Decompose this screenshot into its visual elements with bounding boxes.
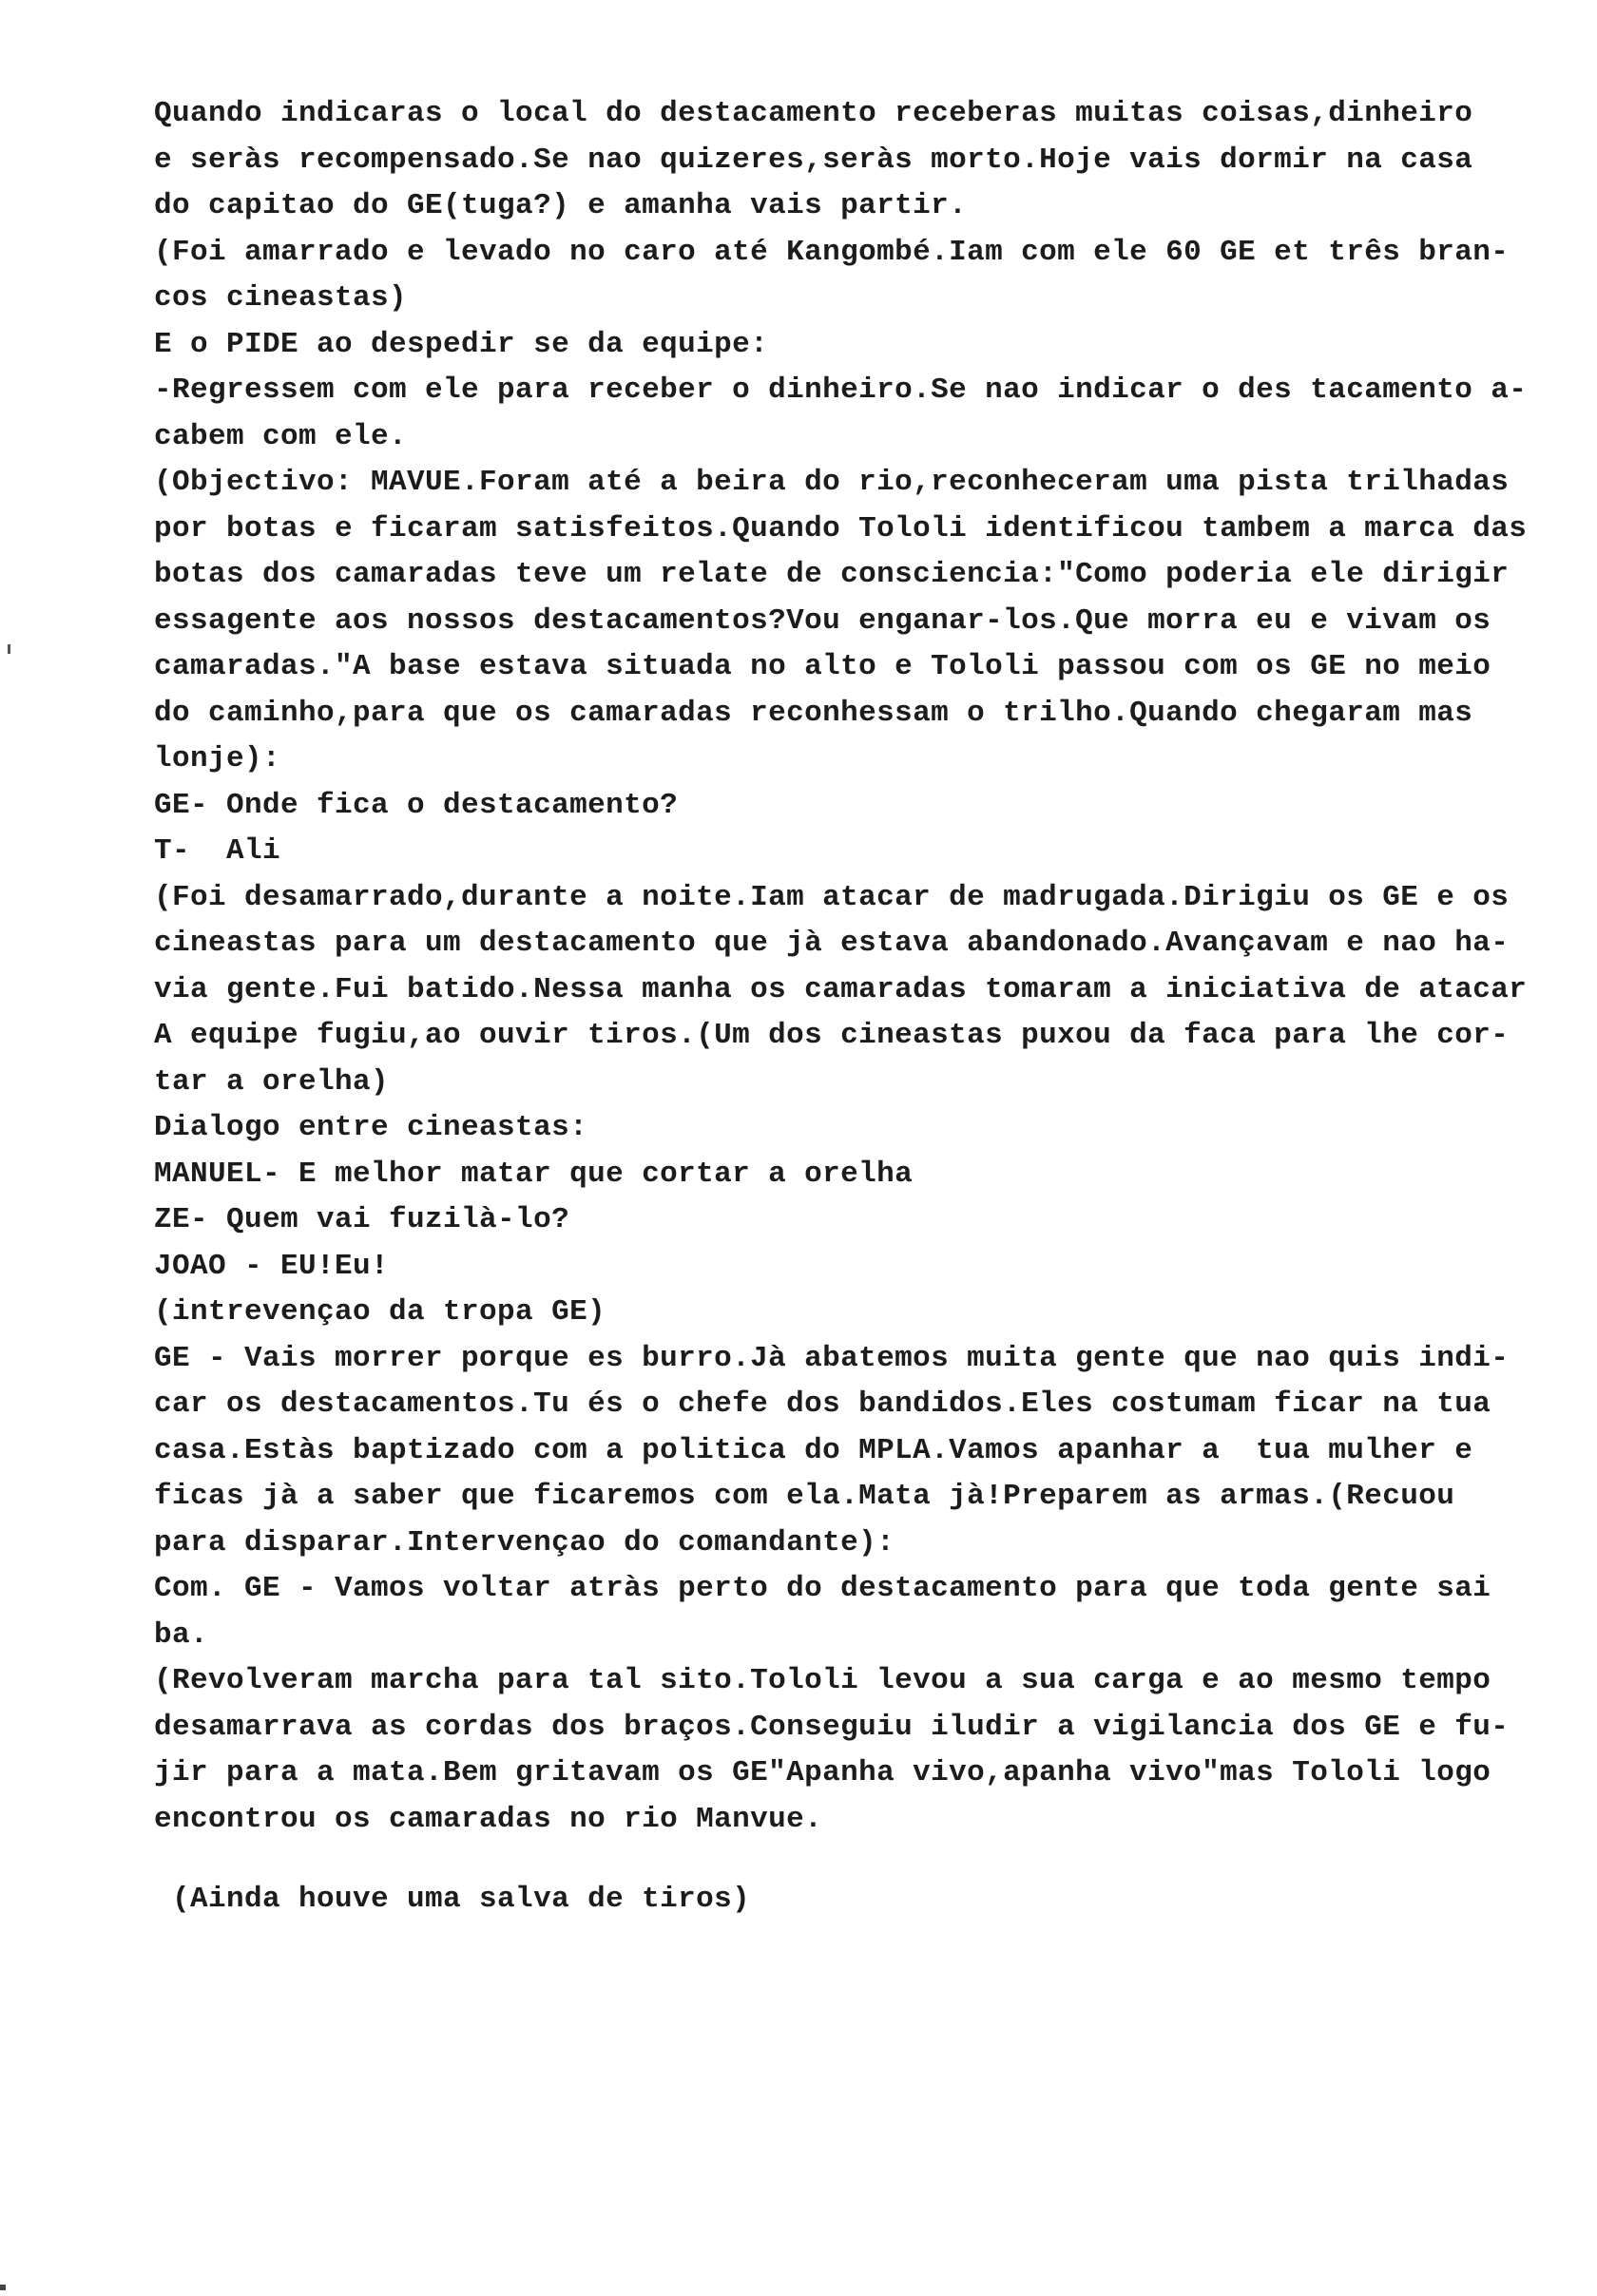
text-line: botas dos camaradas teve um relate de consciencia:"Como poderia ele dirigir (154, 558, 1510, 591)
text-line: MANUEL- E melhor matar que cortar a orelha (154, 1157, 914, 1191)
text-line (154, 1843, 1570, 1877)
text-line: ZE- Quem vai fuzilà-lo? (154, 1203, 570, 1236)
text-line: encontrou os camaradas no rio Manvue. (154, 1802, 823, 1836)
text-line: cineastas para um destacamento que jà estava abandonado.Avançavam e nao ha- (154, 927, 1510, 960)
text-line: Quando indicaras o local do destacamento receberas muitas coisas,dinheiro (154, 97, 1473, 130)
text-line: (Foi desamarrado,durante a noite.Iam atacar de madrugada.Dirigiu os GE e os (154, 880, 1510, 914)
text-line: camaradas."A base estava situada no alto e Tololi passou com os GE no meio (154, 650, 1491, 683)
text-line: A equipe fugiu,ao ouvir tiros.(Um dos cineastas puxou da faca para lhe cor- (154, 1019, 1510, 1052)
text-line: via gente.Fui batido.Nessa manha os camaradas tomaram a iniciativa de atacar (154, 972, 1528, 1006)
text-line: (Objectivo: MAVUE.Foram até a beira do rio,reconheceram uma pista trilhadas (154, 466, 1510, 499)
text-line: T- Ali (154, 834, 281, 868)
text-line: ba. (154, 1617, 209, 1652)
text-line: (Foi amarrado e levado no caro até Kangombé.Iam com ele 60 GE et três bran- (154, 235, 1510, 269)
text-line: do capitao do GE(tuga?) e amanha vais partir. (154, 189, 968, 222)
corner-speck (0, 2285, 6, 2290)
text-line: E o PIDE ao despedir se da equipe: (154, 327, 769, 361)
text-line: tar a orelha) (154, 1064, 390, 1099)
text-line: essagente aos nossos destacamentos?Vou enganar-los.Que morra eu e vivam os (154, 603, 1491, 638)
text-line: GE- Onde fica o destacamento? (154, 788, 679, 822)
text-line: Dialogo entre cineastas: (154, 1111, 588, 1144)
text-line: ficas jà a saber que ficaremos com ela.Mata jà!Preparem as armas.(Recuou (154, 1480, 1455, 1513)
text-line: (Revolveram marcha para tal sito.Tololi levou a sua carga e ao mesmo tempo (154, 1664, 1491, 1697)
text-line: GE - Vais morrer porque es burro.Jà abatemos muita gente que nao quis indi- (154, 1341, 1510, 1375)
text-line: por botas e ficaram satisfeitos.Quando Tololi identificou tambem a marca das (154, 511, 1528, 545)
text-line: jir para a mata.Bem gritavam os GE"Apanha vivo,apanha vivo"mas Tololi logo (154, 1756, 1491, 1789)
text-line: do caminho,para que os camaradas reconhessam o trilho.Quando chegaram mas (154, 696, 1473, 730)
text-line: -Regressem com ele para receber o dinheiro.Se nao indicar o des tacamento a- (154, 373, 1528, 407)
text-line: para disparar.Intervençao do comandante): (154, 1525, 895, 1559)
typed-text-body (154, 91, 1570, 1923)
text-line: car os destacamentos.Tu és o chefe dos bandidos.Eles costumam ficar na tua (154, 1387, 1491, 1421)
text-line: JOAO - EU!Eu! (154, 1249, 390, 1283)
text-line: e seràs recompensado.Se nao quizeres,seràs morto.Hoje vais dormir na casa (154, 143, 1473, 177)
margin-speck (8, 644, 10, 654)
text-line: desamarrava as cordas dos braços.Conseguiu iludir a vigilancia dos GE e fu- (154, 1710, 1510, 1744)
text-line: (intrevençao da tropa GE) (154, 1295, 606, 1329)
text-line: lonje): (154, 742, 281, 775)
text-line: (Ainda houve uma salva de tiros) (154, 1883, 751, 1916)
text-line: cos cineastas) (154, 281, 408, 315)
text-line: cabem com ele. (154, 419, 408, 453)
text-line: Com. GE - Vamos voltar atràs perto do destacamento para que toda gente sai (154, 1572, 1491, 1605)
text-line: casa.Estàs baptizado com a politica do MPLA.Vamos apanhar a tua mulher e (154, 1433, 1473, 1467)
